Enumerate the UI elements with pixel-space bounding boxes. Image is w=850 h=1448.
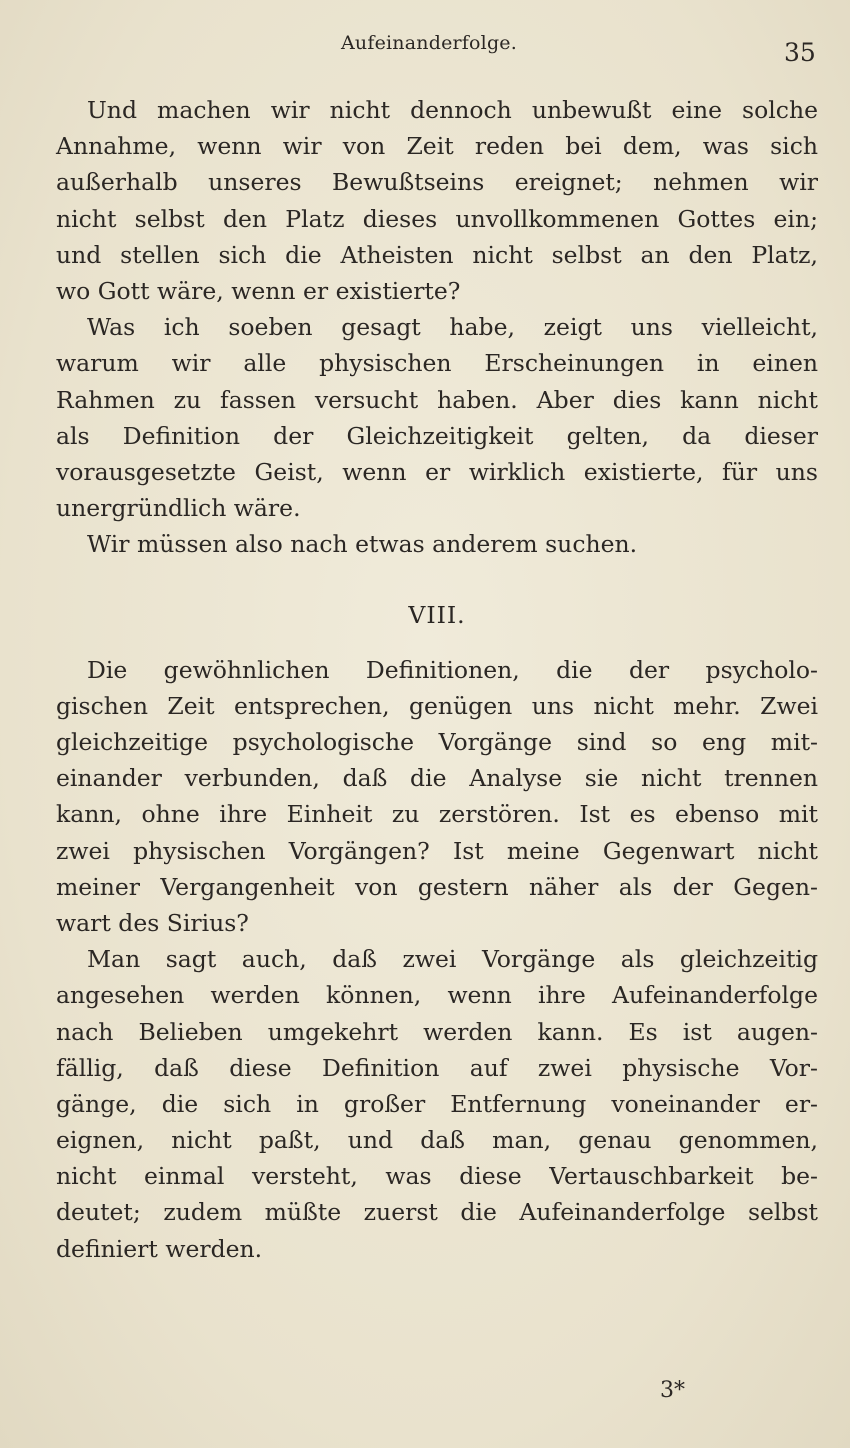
paragraph-2 <box>56 309 818 526</box>
text-line: Und machen wir nicht dennoch unbewußt eine solche <box>87 96 818 124</box>
section-heading: VIII. <box>408 601 466 630</box>
text-line: definiert werden. <box>56 1234 263 1263</box>
text-line: Rahmen zu fassen versucht haben. Aber dies kann nicht <box>56 385 818 414</box>
text-line: nicht selbst den Platz dieses unvollkommenen Gottes ein; <box>56 204 818 233</box>
paragraph-1 <box>56 92 818 309</box>
text-line: warum wir alle physischen Erscheinungen in einen <box>56 349 818 378</box>
text-line: nicht einmal versteht, was diese Vertauschbarkeit be- <box>56 1162 818 1191</box>
text-line: und stellen sich die Atheisten nicht selbst an den Platz, <box>56 240 818 269</box>
text-line: nach Belieben umgekehrt werden kann. Es ist augen- <box>56 1017 818 1046</box>
paragraph-4 <box>56 652 818 942</box>
text-line: meiner Vergangenheit von gestern näher als der Gegen- <box>56 872 818 901</box>
text-line: deutet; zudem müßte zuerst die Aufeinanderfolge selbst <box>56 1198 818 1227</box>
body-text <box>56 92 818 1267</box>
text-line: Was ich soeben gesagt habe, zeigt uns vielleicht, <box>87 313 818 342</box>
paragraph-3 <box>56 526 818 562</box>
text-line: zwei physischen Vorgängen? Ist meine Gegenwart nicht <box>56 836 818 865</box>
text-line: wart des Sirius? <box>56 908 249 937</box>
running-title: Aufeinanderfolge. <box>341 32 517 54</box>
text-line: unergründlich wäre. <box>56 494 301 523</box>
text-line: vorausgesetzte Geist, wenn er wirklich existierte, für uns <box>56 457 818 486</box>
text-line: Annahme, wenn wir von Zeit reden bei dem, was sich <box>56 132 818 161</box>
running-head <box>0 30 850 70</box>
text-line: gleichzeitige psychologische Vorgänge sind so eng mit- <box>56 728 818 756</box>
signature-mark: 3* <box>660 1378 685 1403</box>
text-line: gischen Zeit entsprechen, genügen uns nicht mehr. Zwei <box>56 691 818 720</box>
text-line: Wir müssen also nach etwas anderem suchen. <box>87 530 638 559</box>
text-line: wo Gott wäre, wenn er existierte? <box>56 276 461 305</box>
text-line: Man sagt auch, daß zwei Vorgänge als gleichzeitig <box>87 945 818 974</box>
text-line: Die gewöhnlichen Definitionen, die der psycholo- <box>87 655 818 684</box>
text-line: außerhalb unseres Bewußtseins ereignet; nehmen wir <box>56 168 818 197</box>
page-number: 35 <box>784 38 816 67</box>
paragraph-5 <box>56 941 818 1267</box>
text-line: einander verbunden, daß die Analyse sie nicht trennen <box>56 764 818 793</box>
text-line: eignen, nicht paßt, und daß man, genau genommen, <box>56 1126 818 1155</box>
text-line: gänge, die sich in großer Entfernung voneinander er- <box>56 1089 818 1118</box>
text-line: fällig, daß diese Definition auf zwei physische Vor- <box>56 1053 818 1082</box>
text-line: als Definition der Gleichzeitigkeit gelten, da dieser <box>56 421 818 450</box>
text-line: angesehen werden können, wenn ihre Aufeinanderfolge <box>56 981 818 1010</box>
text-line: kann, ohne ihre Einheit zu zerstören. Ist es ebenso mit <box>56 800 818 829</box>
